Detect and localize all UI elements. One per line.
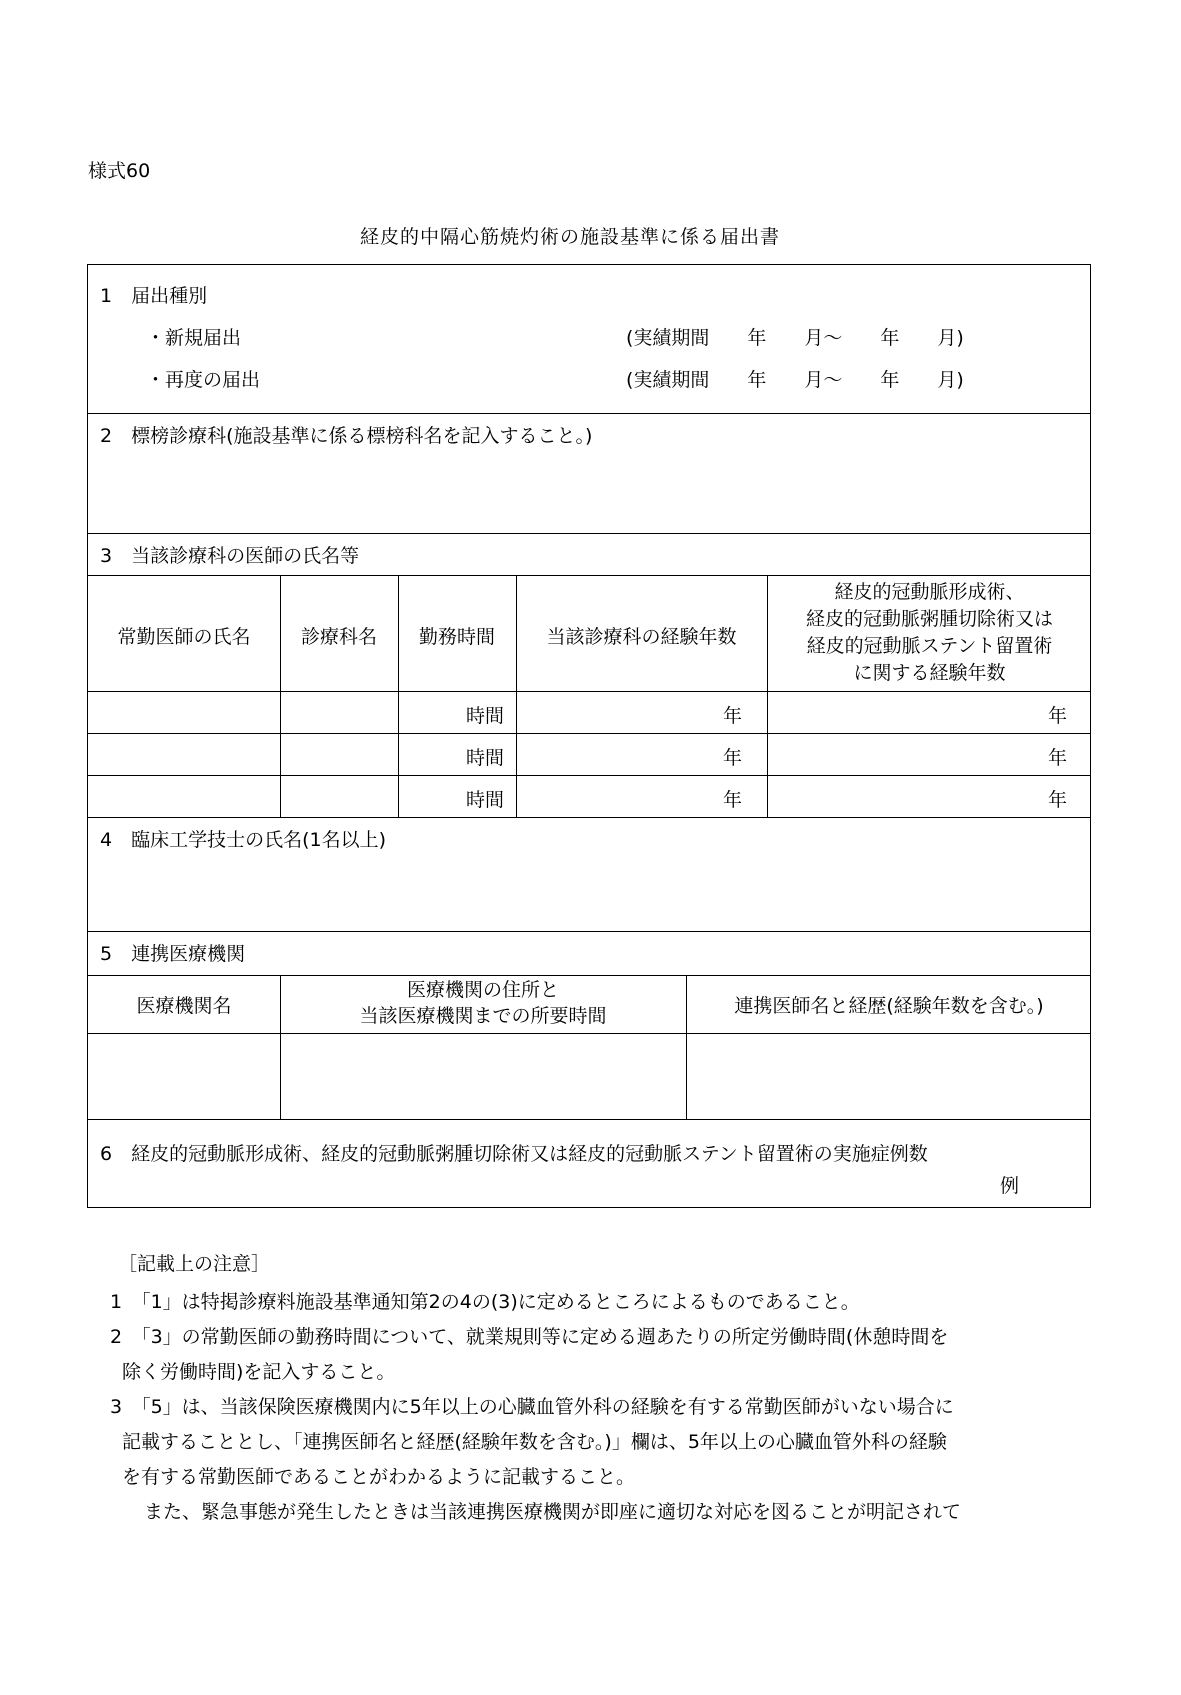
col-header-pci-experience — [767, 579, 1092, 687]
section2-input-area[interactable] — [100, 451, 1080, 521]
option-new-period: (実績期間 年 月～ 年 月) — [626, 327, 964, 349]
section4-heading: 4 臨床工学技士の氏名(1名以上) — [100, 829, 387, 851]
option-resubmit-label: ・再度の届出 — [146, 369, 261, 391]
row-divider — [88, 775, 1090, 776]
section6-heading: 6 経皮的冠動脈形成術、経皮的冠動脈粥腫切除術又は経皮的冠動脈ステント留置術の実施症例数 — [100, 1143, 928, 1165]
section2-heading: 2 標榜診療科(施設基準に係る標榜科名を記入すること。) — [100, 425, 593, 447]
case-count-unit: 例 — [1000, 1175, 1020, 1197]
col-header-department: 診療科名 — [300, 626, 377, 648]
row3-hours[interactable]: 時間 — [465, 789, 504, 811]
page-title: 経皮的中隔心筋焼灼術の施設基準に係る届出書 — [360, 226, 781, 248]
note-line: 除く労働時間)を記入すること。 — [122, 1361, 396, 1383]
row1-hours[interactable]: 時間 — [465, 705, 504, 727]
note-line: 2 「3」の常勤医師の勤務時間について、就業規則等に定める週あたりの所定労働時間(休憩時間を — [110, 1326, 949, 1348]
section3-heading: 3 当該診療科の医師の氏名等 — [100, 545, 360, 567]
header-line: 経皮的冠動脈粥腫切除術又は — [805, 608, 1053, 630]
col-header-doctor-name: 常勤医師の氏名 — [117, 626, 251, 648]
divider — [88, 413, 1090, 414]
row-divider — [88, 733, 1090, 734]
col-header-dept-experience: 当該診療科の経験年数 — [546, 626, 737, 648]
divider — [88, 975, 1090, 976]
header-line: 経皮的冠動脈形成術、 — [834, 581, 1025, 603]
note-line: 記載することとし、「連携医師名と経歴(経験年数を含む。)」欄は、5年以上の心臓血管外科の経験 — [122, 1431, 947, 1453]
note-line: 1 「1」は特掲診療料施設基準通知第2の4の(3)に定めるところによるものであること。 — [110, 1291, 860, 1313]
row2-pci-years[interactable]: 年 — [1047, 747, 1067, 769]
col-header-partner-doctor: 連携医師名と経歴(経験年数を含む。) — [734, 995, 1044, 1017]
row-divider — [88, 1033, 1090, 1034]
header-line: 経皮的冠動脈ステント留置術 — [806, 635, 1053, 657]
option-resubmit-period: (実績期間 年 月～ 年 月) — [626, 369, 964, 391]
divider — [88, 533, 1090, 534]
col-header-institution-name: 医療機関名 — [136, 995, 232, 1017]
note-line: また、緊急事態が発生したときは当該連携医療機関が即座に適切な対応を図ることが明記されて — [144, 1501, 962, 1523]
row-divider — [88, 691, 1090, 692]
row1-pci-years[interactable]: 年 — [1047, 705, 1067, 727]
form-number: 様式60 — [88, 160, 151, 182]
section5-heading: 5 連携医療機関 — [100, 943, 246, 965]
divider — [88, 1119, 1090, 1120]
col-header-institution-address — [280, 977, 686, 1029]
divider — [88, 575, 1090, 576]
header-line: 医療機関の住所と — [406, 979, 559, 1001]
note-line: を有する常勤医師であることがわかるように記載すること。 — [122, 1466, 636, 1488]
divider — [88, 817, 1090, 818]
row1-years[interactable]: 年 — [722, 705, 742, 727]
row3-pci-years[interactable]: 年 — [1047, 789, 1067, 811]
note-line: 3 「5」は、当該保険医療機関内に5年以上の心臓血管外科の経験を有する常勤医師がいない場合に — [110, 1396, 954, 1418]
header-line: 当該医療機関までの所要時間 — [359, 1005, 607, 1027]
option-new-label: ・新規届出 — [146, 327, 242, 349]
row2-years[interactable]: 年 — [722, 747, 742, 769]
notes-heading: ［記載上の注意］ — [118, 1253, 271, 1275]
divider — [88, 931, 1090, 932]
header-line: に関する経験年数 — [853, 662, 1006, 684]
col-divider — [280, 575, 281, 817]
row2-hours[interactable]: 時間 — [465, 747, 504, 769]
col-divider — [398, 575, 399, 817]
form-table — [87, 264, 1091, 1208]
section1-heading: 1 届出種別 — [100, 285, 208, 307]
row3-years[interactable]: 年 — [722, 789, 742, 811]
col-divider — [516, 575, 517, 817]
col-header-work-hours: 勤務時間 — [418, 626, 495, 648]
